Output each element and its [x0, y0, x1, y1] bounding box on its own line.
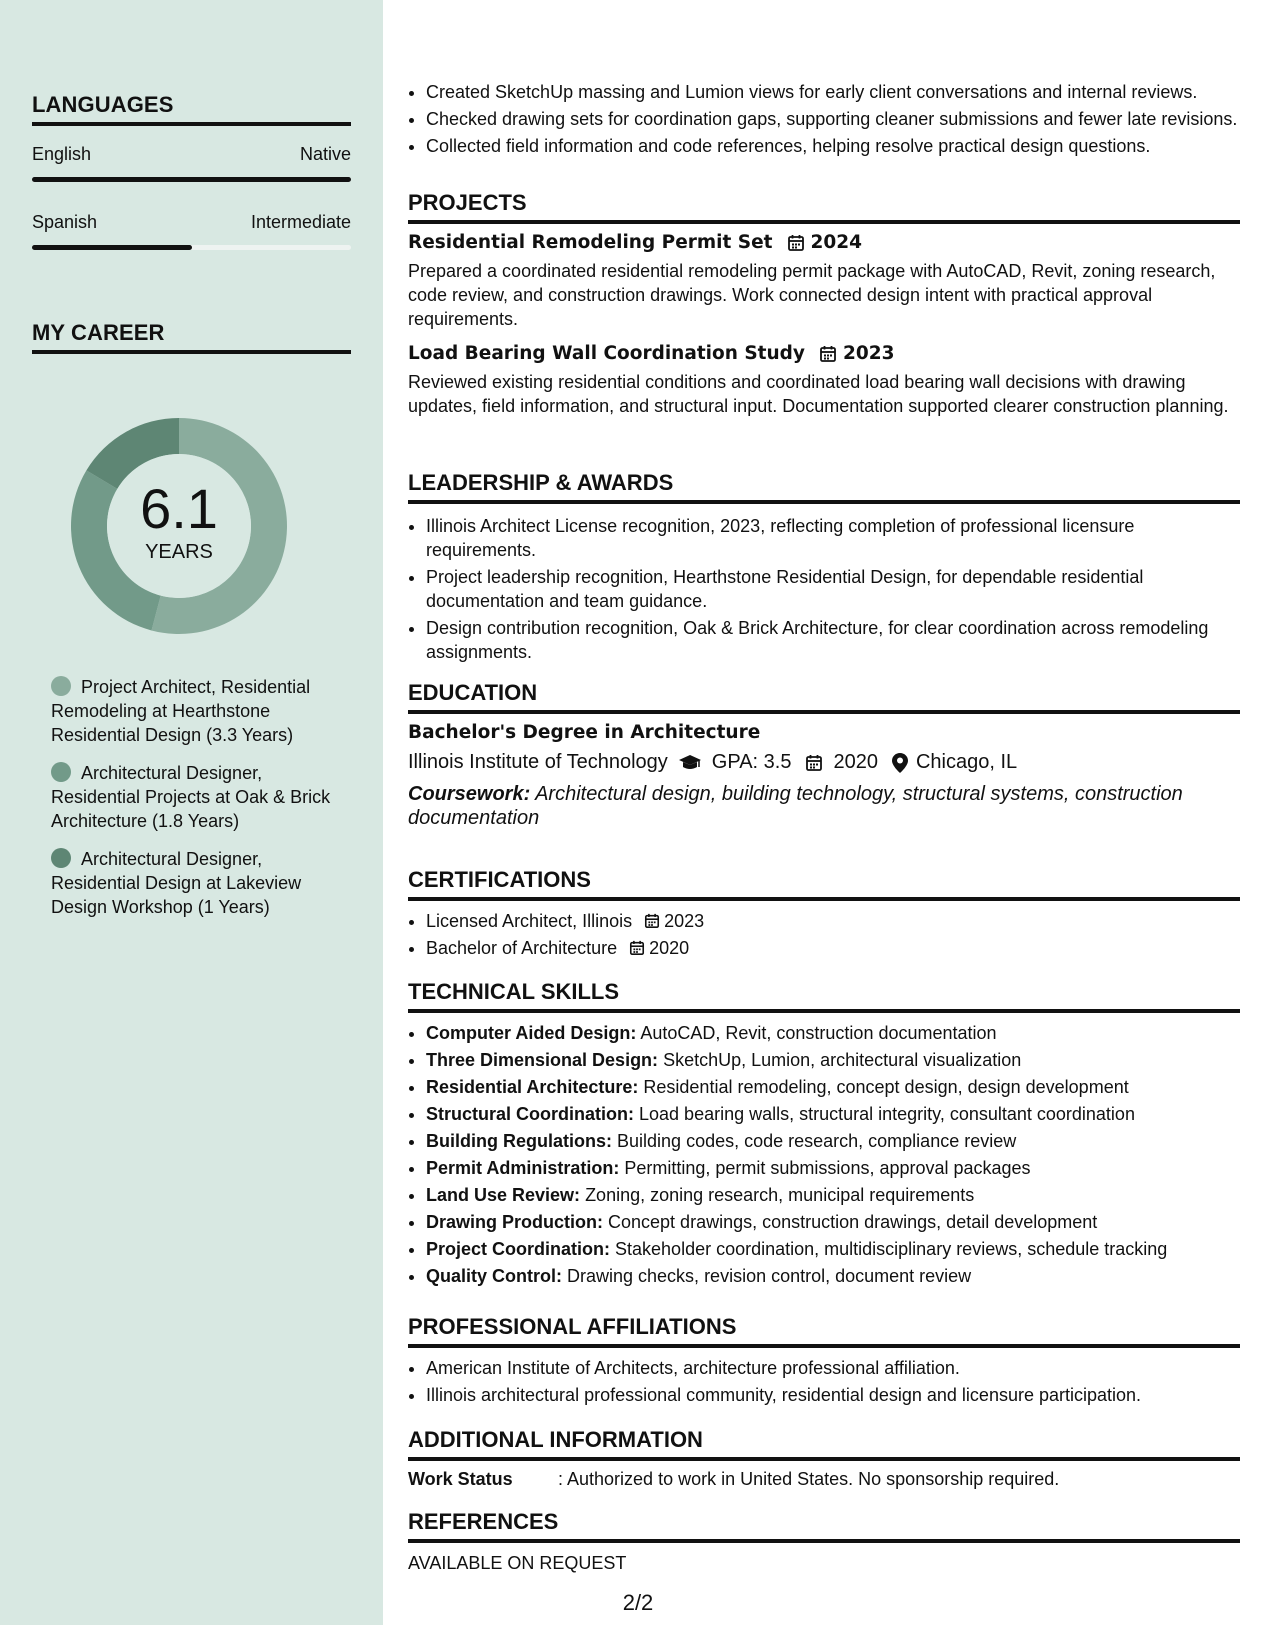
language-level: Native	[299, 144, 351, 164]
career-item	[51, 675, 351, 747]
degree-title: Bachelor's Degree in Architecture	[408, 722, 761, 743]
education-section	[408, 680, 1240, 830]
references-section	[408, 1509, 1240, 1574]
skill-value: Permitting, permit submissions, approval packages	[624, 1158, 1031, 1178]
projects-section	[408, 190, 1240, 418]
skills-title: TECHNICAL SKILLS	[408, 979, 1240, 1013]
coursework-label: Coursework:	[408, 783, 531, 805]
page-number: 2/2	[622, 1590, 654, 1615]
language-level: Intermediate	[250, 212, 351, 232]
skill-value: Load bearing walls, structural integrity, consultant coordination	[639, 1104, 1135, 1124]
language-bar	[32, 177, 351, 182]
references-title: REFERENCES	[408, 1509, 1240, 1543]
skill-value: Building codes, code research, compliance review	[617, 1131, 1017, 1151]
skill-item	[426, 1021, 1240, 1045]
career-item-text: Project Architect, Residential Remodeling at Hearthstone Residential Design (3.3 Years)	[51, 677, 311, 745]
education-location: Chicago, IL	[915, 751, 1018, 773]
skill-label: Land Use Review:	[426, 1185, 581, 1205]
project-year: 2024	[810, 232, 863, 253]
career-years-label: YEARS	[145, 540, 213, 563]
skill-value: Concept drawings, construction drawings, detail development	[608, 1212, 1098, 1232]
project-name: Residential Remodeling Permit Set	[408, 232, 773, 253]
language-item	[32, 144, 351, 182]
skill-item	[426, 1237, 1240, 1261]
career-item-text: Architectural Designer, Residential Projects at Oak & Brick Architecture (1.8 Years)	[51, 763, 331, 831]
legend-dot	[51, 848, 71, 868]
skill-label: Three Dimensional Design:	[426, 1050, 659, 1070]
skills-section	[408, 979, 1240, 1291]
leadership-item: • Illinois Architect License recognition, 2023, reflecting completion of professional licensure requirements.	[426, 514, 1240, 562]
project-description: Reviewed existing residential conditions and coordinated load bearing wall decisions with drawing updates, field information, and structural input. Documentation supported clearer construction planning.	[408, 372, 1229, 416]
language-bar-fill	[32, 245, 192, 250]
career-item-text: Architectural Designer, Residential Design at Lakeview Design Workshop (1 Years)	[51, 849, 302, 917]
leadership-item: • Design contribution recognition, Oak & Brick Architecture, for clear coordination across remodeling assignments.	[426, 616, 1240, 664]
calendar-icon	[787, 234, 805, 252]
languages-section	[32, 92, 351, 250]
work-status-label: Work Status	[408, 1469, 513, 1489]
legend-dot	[51, 762, 71, 782]
career-item	[51, 761, 351, 833]
experience-bullet: • Created SketchUp massing and Lumion views for early client conversations and internal reviews.	[426, 80, 1240, 104]
project-year: 2023	[842, 343, 895, 364]
skill-label: Residential Architecture:	[426, 1077, 639, 1097]
experience-bullet: • Collected field information and code references, helping resolve practical design questions.	[426, 134, 1240, 158]
certification-item	[426, 936, 1240, 960]
career-legend	[51, 675, 351, 933]
skill-item	[426, 1183, 1240, 1207]
career-item	[51, 847, 351, 919]
sidebar	[0, 0, 383, 1625]
skill-item	[426, 1102, 1240, 1126]
skill-label: Building Regulations:	[426, 1131, 612, 1151]
education-title: EDUCATION	[408, 680, 1240, 714]
skill-label: Quality Control:	[426, 1266, 562, 1286]
certification-year: 2023	[664, 911, 705, 931]
skill-label: Structural Coordination:	[426, 1104, 634, 1124]
project-name: Load Bearing Wall Coordination Study	[408, 343, 805, 364]
skill-item	[426, 1075, 1240, 1099]
affiliations-title: PROFESSIONAL AFFILIATIONS	[408, 1314, 1240, 1348]
skill-label: Drawing Production:	[426, 1212, 603, 1232]
experience-continued	[408, 80, 1240, 161]
map-pin-icon	[892, 753, 908, 773]
affiliations-section	[408, 1314, 1240, 1410]
skill-label: Permit Administration:	[426, 1158, 620, 1178]
career-total-years: 6.1	[140, 476, 218, 540]
skill-item	[426, 1048, 1240, 1072]
legend-dot	[51, 676, 71, 696]
project-item	[408, 232, 1240, 331]
coursework	[408, 782, 1240, 830]
leadership-section	[408, 470, 1240, 667]
calendar-icon	[629, 940, 645, 956]
languages-title: LANGUAGES	[32, 92, 351, 126]
skill-item	[426, 1129, 1240, 1153]
career-donut-chart	[66, 413, 292, 639]
career-section	[32, 320, 351, 354]
coursework-text: Architectural design, building technology, structural systems, construction documentation	[408, 783, 1183, 829]
certification-year: 2020	[649, 938, 690, 958]
leadership-title: LEADERSHIP & AWARDS	[408, 470, 1240, 504]
graduation-cap-icon	[678, 754, 702, 772]
calendar-icon	[805, 754, 823, 772]
skill-value: Residential remodeling, concept design, design development	[643, 1077, 1129, 1097]
references-text: AVAILABLE ON REQUEST	[408, 1553, 627, 1573]
skill-value: Zoning, zoning research, municipal requirements	[585, 1185, 975, 1205]
language-name: Spanish	[32, 212, 98, 232]
additional-section	[408, 1427, 1240, 1490]
language-item	[32, 212, 351, 250]
work-status-value: : Authorized to work in United States. No sponsorship required.	[558, 1469, 1060, 1489]
leadership-item: • Project leadership recognition, Hearthstone Residential Design, for dependable residential documentation and team guidance.	[426, 565, 1240, 613]
calendar-icon	[819, 345, 837, 363]
language-name: English	[32, 144, 92, 164]
affiliation-item: • Illinois architectural professional community, residential design and licensure participation.	[426, 1383, 1240, 1407]
education-gpa: GPA: 3.5	[711, 751, 792, 773]
skill-label: Computer Aided Design:	[426, 1023, 637, 1043]
certification-name: Bachelor of Architecture	[426, 938, 618, 958]
language-bar	[32, 245, 351, 250]
project-description: Prepared a coordinated residential remodeling permit package with AutoCAD, Revit, zoning research, code review, and construction drawings. Work connected design intent with practical approval requirements.	[408, 261, 1216, 329]
certification-name: Licensed Architect, Illinois	[426, 911, 633, 931]
career-title: MY CAREER	[32, 320, 351, 354]
experience-bullet: • Checked drawing sets for coordination gaps, supporting cleaner submissions and fewer late revisions.	[426, 107, 1240, 131]
education-year: 2020	[833, 751, 878, 773]
projects-title: PROJECTS	[408, 190, 1240, 224]
certifications-title: CERTIFICATIONS	[408, 867, 1240, 901]
project-item	[408, 343, 1240, 418]
skill-value: AutoCAD, Revit, construction documentation	[640, 1023, 997, 1043]
skill-value: Stakeholder coordination, multidisciplinary reviews, schedule tracking	[615, 1239, 1168, 1259]
skill-value: Drawing checks, revision control, document review	[567, 1266, 972, 1286]
skill-value: SketchUp, Lumion, architectural visualization	[663, 1050, 1022, 1070]
school-name: Illinois Institute of Technology	[408, 751, 668, 773]
skill-item	[426, 1264, 1240, 1288]
calendar-icon	[644, 913, 660, 929]
certification-item	[426, 909, 1240, 933]
skill-item	[426, 1156, 1240, 1180]
language-bar-fill	[32, 177, 351, 182]
affiliation-item: • American Institute of Architects, architecture professional affiliation.	[426, 1356, 1240, 1380]
skill-item	[426, 1210, 1240, 1234]
skill-label: Project Coordination:	[426, 1239, 610, 1259]
additional-title: ADDITIONAL INFORMATION	[408, 1427, 1240, 1461]
certifications-section	[408, 867, 1240, 963]
